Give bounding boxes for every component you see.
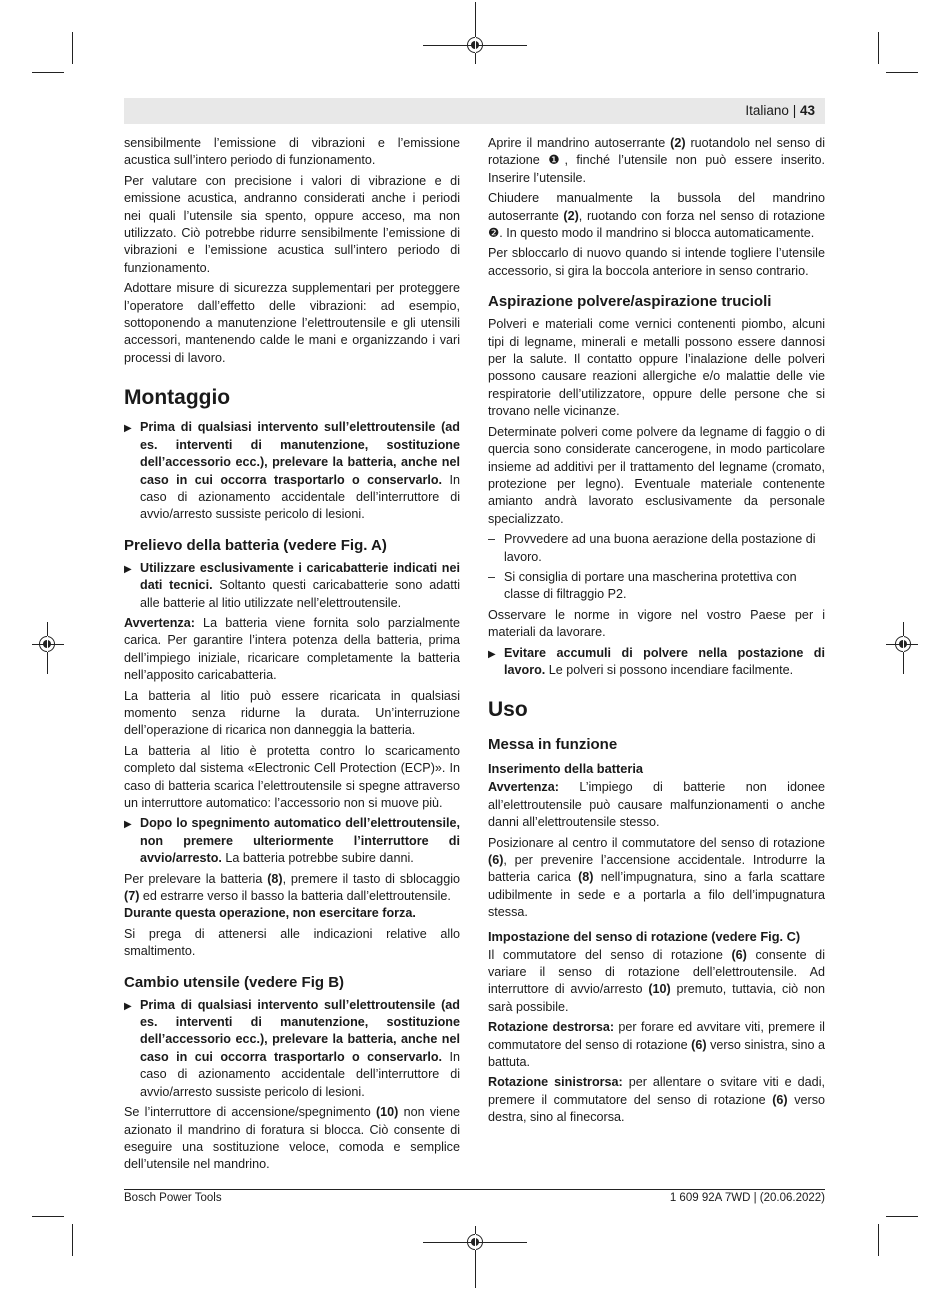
registration-mark-icon (467, 1234, 483, 1250)
text: Posizionare al centro il commutatore del senso di rotazione (488, 835, 825, 850)
subheading-cambio: Cambio utensile (vedere Fig B) (124, 973, 345, 991)
subheading-aspirazione: Aspirazione polvere/aspirazione trucioli (488, 293, 772, 311)
registration-mark-icon (467, 37, 483, 53)
text: Chiudere manualmente la bussola del mandrino autoserrante (488, 191, 825, 223)
warning-bold: Dopo lo spegnimento automatico dell’elettroutensile, non premere ulteriormente l’interruttore di avvio/arresto. (140, 816, 460, 866)
right-column (488, 135, 825, 1130)
text: Aprire il mandrino autoserrante (488, 136, 671, 150)
ref-number: (10) (375, 1105, 399, 1120)
text: Se l’interruttore di accensione/spegnimento (124, 1105, 376, 1120)
warning-text: La batteria potrebbe subire danni. (221, 851, 414, 866)
paragraph (488, 190, 825, 242)
ref-number: (2) (563, 208, 579, 223)
paragraph: Adottare misure di sicurezza supplementari per proteggere l’operatore dall’effetto delle vibrazioni: ad esempio, sottoponendo a manutenzione l’elettroutensile e gli utensili accessori, mantenendo calde le mani e organizzando i vari processi di lavoro. (124, 281, 460, 365)
footer-brand: Bosch Power Tools (124, 1192, 222, 1204)
text: non viene azionato il mandrino di foratura si blocca. Ciò consente di eseguire una sostituzione veloce, comoda e semplice dell’utensile nel mandrino. (124, 1105, 460, 1172)
page-number: 43 (799, 103, 815, 118)
paragraph (124, 615, 460, 685)
page-header (124, 98, 825, 124)
term-label: Rotazione destrorsa: (488, 1020, 615, 1035)
note-text: La batteria viene fornita solo parzialmente carica. Per garantire l’intera potenza della batteria, prima dell’impiego iniziale, ricaricare completamente la batteria nell’apposito caricabatteria. (124, 615, 460, 683)
text: consente di variare il senso di rotazione dell’elettroutensile. Ad interruttore di avvio/arresto (488, 947, 825, 997)
ref-number: (10) (648, 982, 671, 997)
warning-text: In caso di azionamento accidentale dell’interruttore di avvio/arresto sussiste pericolo di lesioni. (140, 472, 460, 522)
text: per forare ed avvitare viti, premere il commutatore del senso di rotazione (488, 1020, 825, 1052)
paragraph: La batteria al litio è protetta contro lo scaricamento completo dal sistema «Electronic Cell Protection (ECP)». In caso di batteria scarica l’elettroutensile si spegne attraverso un interruttore automatico: l’accessorio non si muove più. (124, 743, 460, 810)
paragraph (124, 1104, 460, 1174)
text: Per prelevare la batteria (124, 871, 268, 886)
text: , ruotando con forza nel senso di rotazione ❷. In questo modo il mandrino si blocca automaticamente. (488, 208, 825, 241)
ref-number: (6) (691, 1037, 707, 1052)
paragraph: Si prega di attenersi alle indicazioni relative allo smaltimento. (124, 926, 460, 959)
text: per allentare o svitare viti e dadi, premere il commutatore del senso di rotazione (488, 1075, 825, 1107)
paragraph (488, 835, 825, 922)
crop-mark (32, 72, 64, 73)
crop-mark (878, 1224, 879, 1256)
text: , per prevenire l’accensione accidentale. Introdurre la batteria carica (488, 853, 825, 885)
registration-mark-icon (895, 636, 911, 652)
text: ruotandolo nel senso di rotazione ❶, finché l’utensile non può essere inserito. Inserire l’utensile. (488, 136, 826, 185)
crop-mark (72, 1224, 73, 1256)
paragraph (488, 1074, 825, 1126)
paragraph (488, 135, 825, 187)
crop-mark (878, 32, 879, 64)
subheading-impostazione: Impostazione del senso di rotazione (vedere Fig. C) (488, 928, 801, 944)
warning-text: In caso di azionamento accidentale dell’interruttore di avvio/arresto sussiste pericolo di lesioni. (140, 1049, 460, 1099)
note-text: L’impiego di batterie non idonee all’elettroutensile può causare malfunzionamenti o anche danni all’elettroutensile stesso. (488, 780, 825, 830)
text: , premere il tasto di sblocaggio (282, 871, 460, 886)
bold-note: Durante questa operazione, non esercitare forza. (124, 906, 416, 921)
section-heading-montaggio: Montaggio (124, 386, 231, 410)
subheading-inserimento: Inserimento della batteria (488, 761, 644, 777)
subheading-prelievo: Prelievo della batteria (vedere Fig. A) (124, 536, 387, 554)
paragraph (124, 871, 460, 923)
footer-rule (124, 1189, 825, 1190)
note-label: Avvertenza: (488, 780, 559, 795)
crop-mark (32, 1216, 64, 1217)
registration-mark-icon (39, 636, 55, 652)
paragraph: Per sbloccarlo di nuovo quando si intende togliere l’utensile accessorio, si gira la boccola anteriore in senso contrario. (488, 246, 825, 278)
paragraph: Determinate polveri come polvere da legname di faggio o di quercia sono considerate cancerogene, in modo particolare insieme ad additivi per il trattamento del legname (cromato, protezione per legno). Eventuale materiale contenente amianto andrà lavorato esclusivamente da personale specializzato. (488, 424, 825, 526)
warning-bold: Evitare accumuli di polvere nella postazione di lavoro. (504, 645, 825, 677)
ref-number: (6) (731, 947, 747, 962)
paragraph (488, 1019, 825, 1071)
ref-number: (6) (772, 1092, 788, 1107)
text: verso destra, sino al finecorsa. (488, 1092, 826, 1125)
header-language: Italiano (745, 103, 789, 118)
safety-warning (124, 815, 460, 867)
paragraph: Osservare le norme in vigore nel vostro Paese per i materiali da lavorare. (488, 607, 825, 640)
text: verso sinistra, sino a battuta. (488, 1037, 825, 1070)
safety-warning (488, 645, 825, 680)
list-item: – Si consiglia di portare una mascherina protettiva con classe di filtraggio P2. (488, 569, 825, 604)
text: Il commutatore del senso di rotazione (488, 947, 732, 962)
text: ed estrarre verso il basso la batteria dall’elettroutensile. (139, 889, 451, 904)
text: nell’impugnatura, sino a farla scattare udibilmente in sede e a portarla a filo dell’impugnatura stessa. (488, 870, 825, 920)
warning-text: Soltanto questi caricabatterie sono adatti alle batterie al litio utilizzate nell’elettroutensile. (140, 578, 461, 610)
paragraph (488, 947, 825, 1017)
paragraph (488, 779, 825, 831)
header-text: Italiano | 43 (745, 103, 815, 118)
footer-doc-number: 1 609 92A 7WD | (20.06.2022) (669, 1192, 825, 1204)
paragraph: La batteria al litio può essere ricaricata in qualsiasi momento senza ridurne la durata. Un’interruzione dell’operazione di ricarica non danneggia la batteria. (124, 688, 460, 738)
crop-mark (475, 2, 476, 64)
warning-bold: Utilizzare esclusivamente i caricabatterie indicati nei dati tecnici. (140, 560, 460, 593)
note-label: Avvertenza: (124, 615, 195, 630)
safety-warning (124, 560, 460, 612)
section-heading-uso: Uso (488, 698, 528, 722)
list-item: – Provvedere ad una buona aerazione della postazione di lavoro. (488, 531, 825, 566)
text: premuto, tuttavia, ciò non sarà possibile. (488, 982, 825, 1014)
safety-warning (124, 997, 460, 1101)
left-column (124, 135, 460, 1177)
paragraph: Polveri e materiali come vernici contenenti piombo, alcuni tipi di legname, minerali e metalli possono essere dannosi per la salute. Il contatto oppure l’inalazione delle polveri possono causare reazioni allergiche e/o malattie delle vie respiratorie dell’utilizzatore, oppure delle persone che si trovano nelle vicinanze. (488, 317, 825, 419)
ref-number: (8) (578, 870, 594, 885)
warning-bold: Prima di qualsiasi intervento sull’elettroutensile (ad es. interventi di manutenzione, sostituzione dell’accessorio ecc.), prelevare la batteria, anche nel caso in cui occorra trasportarlo o conservarlo. (140, 997, 460, 1064)
ref-number: (2) (670, 136, 686, 150)
term-label: Rotazione sinistrorsa: (488, 1075, 623, 1090)
ref-number: (8) (267, 871, 283, 886)
warning-text: Le polveri si possono incendiare facilmente. (545, 662, 794, 677)
ref-number: (6) (488, 853, 504, 867)
crop-mark (886, 1216, 918, 1217)
paragraph: sensibilmente l’emissione di vibrazioni e l’emissione acustica sull’intero periodo di funzionamento. (124, 136, 460, 168)
paragraph: Per valutare con precisione i valori di vibrazione e di emissione acustica, andranno considerati anche i periodi nei quali l’utensile sia spento, oppure acceso, ma non utilizzato. Ciò potrebbe ridurre sensibilmente l’emissione di vibrazioni e l’emissione acustica sull’intero periodo di funzionamento. (124, 173, 460, 275)
subheading-messa-in-funzione: Messa in funzione (488, 736, 618, 754)
crop-mark (72, 32, 73, 64)
crop-mark (886, 72, 918, 73)
warning-bold: Prima di qualsiasi intervento sull’elettroutensile (ad es. interventi di manutenzione, sostituzione dell’accessorio ecc.), prelevare la batteria, anche nel caso in cui occorra trasportarlo o conservarlo. (140, 420, 460, 487)
safety-warning (124, 419, 460, 523)
ref-number: (7) (124, 889, 140, 904)
